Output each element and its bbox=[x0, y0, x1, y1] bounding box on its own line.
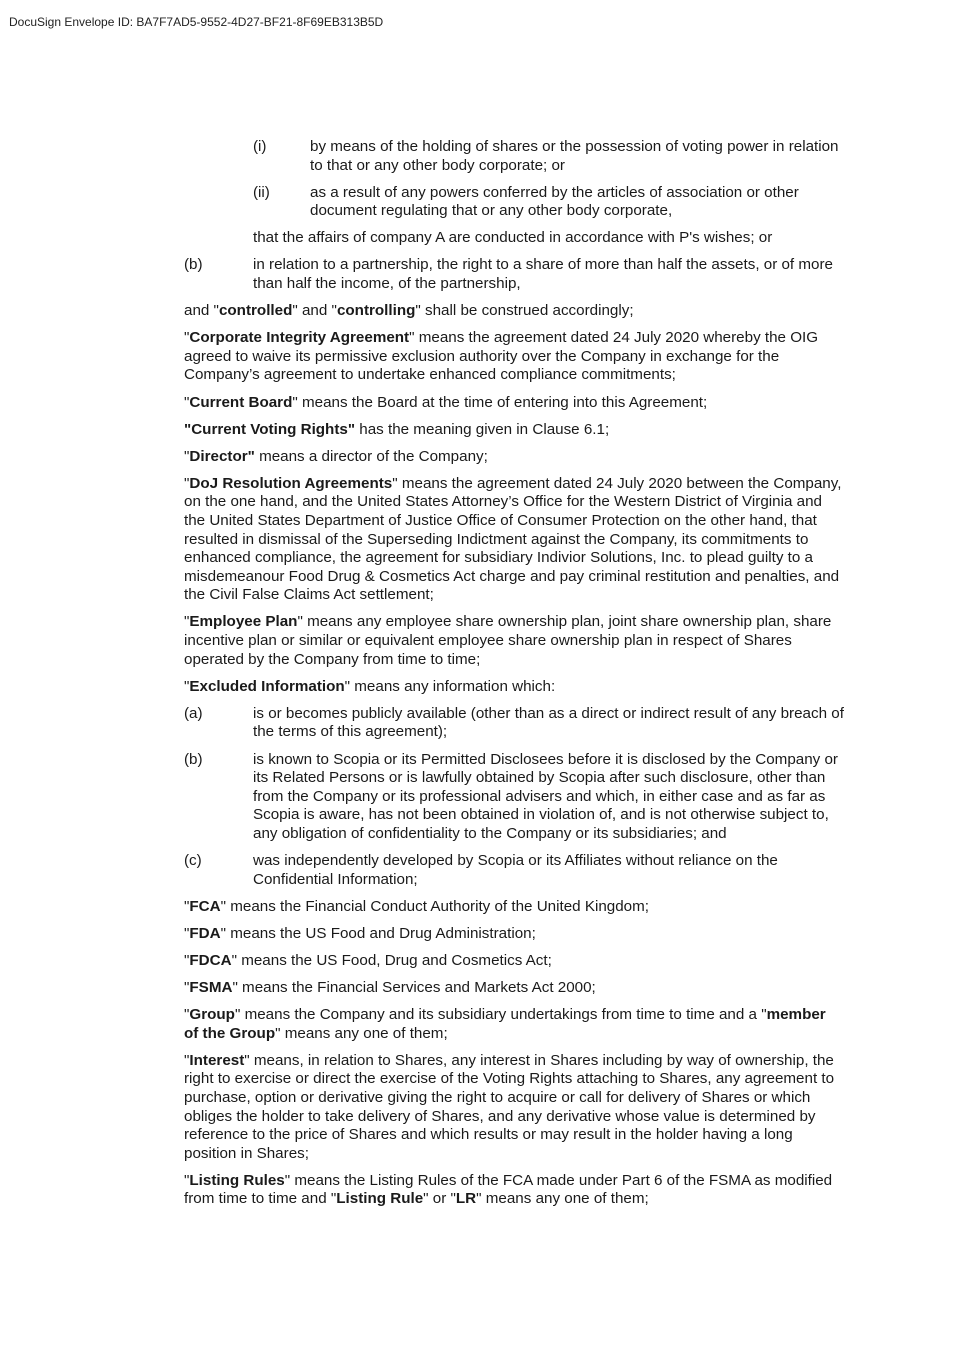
defined-term: FDCA bbox=[189, 951, 232, 969]
defined-term: controlling bbox=[336, 302, 416, 320]
defined-term: Excluded Information bbox=[189, 677, 345, 695]
partnership-item bbox=[184, 256, 844, 293]
definition-corporate-integrity-agreement: "Corporate Integrity Agreement" means the agreement dated 24 July 2020 whereby the OIG agreed to waive its permissive exclusion authority over the Company in exchange for the Company’s agreement to undertake enhanced compliance commitments; bbox=[184, 329, 819, 384]
definition-employee-plan: "Employee Plan" means any employee share ownership plan, joint share ownership plan, share incentive plan or similar or equivalent employee share ownership plan in respect of Shares operated by the Company from time to time; bbox=[184, 613, 832, 668]
defined-term: DoJ Resolution Agreements bbox=[189, 474, 393, 492]
item-text: is known to Scopia or its Permitted Disclosees before it is disclosed by the Company or its Related Persons or is lawfully obtained by Scopia after such disclosure, other than from the Company or its professional advisers and which, in either case and as far as Scopia is aware, has not been obtained in violation of, and is not otherwise subject to, any obligation of confidentiality to the Company or its subsidiaries; and bbox=[253, 750, 838, 842]
defined-term: FSMA bbox=[189, 978, 233, 996]
definition-group: "Group" means the Company and its subsidiary undertakings from time to time and a "member of the Group" means any one of them; bbox=[184, 1006, 826, 1042]
defined-term: member of the Group bbox=[184, 1006, 826, 1042]
excluded-item-c bbox=[184, 852, 844, 889]
subitem-text: by means of the holding of shares or the possession of voting power in relation to that or any other body corporate; or bbox=[310, 138, 839, 174]
subitem-label: (i) bbox=[253, 138, 267, 155]
defined-term: FCA bbox=[189, 897, 221, 915]
definition-fdca: "FDCA" means the US Food, Drug and Cosmetics Act; bbox=[184, 951, 552, 969]
defined-term: Director" bbox=[189, 447, 255, 465]
item-text: was independently developed by Scopia or its Affiliates without reliance on the Confidential Information; bbox=[253, 852, 778, 888]
defined-term: Employee Plan bbox=[189, 613, 298, 631]
subitem-ii bbox=[184, 184, 844, 221]
defined-term: FDA bbox=[189, 924, 221, 942]
subitem-label: (ii) bbox=[253, 183, 270, 201]
defined-term: Listing Rules bbox=[189, 1171, 285, 1189]
definition-fda: "FDA" means the US Food and Drug Administration; bbox=[184, 924, 536, 942]
defined-term: Listing Rule bbox=[336, 1190, 424, 1208]
envelope-id: DocuSign Envelope ID: BA7F7AD5-9552-4D27-BF21-8F69EB313B5D bbox=[9, 15, 384, 29]
defined-term: "Current Voting Rights" bbox=[184, 420, 356, 438]
item-label: (a) bbox=[184, 704, 203, 722]
definition-fca: "FCA" means the Financial Conduct Authority of the United Kingdom; bbox=[184, 897, 649, 915]
item-label: (b) bbox=[184, 750, 203, 768]
definition-interest: "Interest" means, in relation to Shares, any interest in Shares including by way of ownership, the right to exercise or direct the exercise of the Voting Rights attaching to Shares, any agreement to purchase, option or derivative giving the right to acquire or call for delivery of Shares or which obliges the holder to take delivery of Shares, and any derivative whose value is determined by reference to the price of Shares and which results or may result in the holder having a long position in Shares; bbox=[184, 1051, 835, 1162]
affairs-line: that the affairs of company A are conducted in accordance with P's wishes; or bbox=[253, 229, 773, 247]
defined-term: Current Board bbox=[189, 393, 293, 411]
excluded-item-a bbox=[184, 705, 844, 742]
subitem-i bbox=[184, 138, 844, 175]
document-body bbox=[184, 138, 844, 1218]
definition-listing-rules: "Listing Rules" means the Listing Rules of the FCA made under Part 6 of the FSMA as modified from time to time and "Listing Rule" or "LR" means any one of them; bbox=[184, 1171, 833, 1208]
defined-term: LR bbox=[455, 1190, 477, 1208]
definition-excluded-information: "Excluded Information" means any information which: bbox=[184, 677, 556, 695]
definition-doj-resolution-agreements: "DoJ Resolution Agreements" means the agreement dated 24 July 2020 between the Company, on the one hand, and the United States Attorney’s Office for the Western District of Virginia and the United States Department of Justice Office of Consumer Protection on the other hand, that resulted in dismissal of the Superseding Indictment against the Company, its commitments to enhanced compliance, the agreement for subsidiary Indivior Solutions, Inc. to plead guilty to a misdemeanour Food Drug & Cosmetics Act charge and pay criminal restitution and penalties, and the Civil False Claims Act settlement; bbox=[184, 474, 842, 604]
defined-term: Group bbox=[189, 1006, 235, 1024]
item-text: is or becomes publicly available (other than as a direct or indirect result of any breach of the terms of this agreement); bbox=[253, 704, 844, 741]
item-text: in relation to a partnership, the right to a share of more than half the assets, or of more than half the income, of the partnership, bbox=[253, 256, 833, 293]
item-label: (b) bbox=[184, 256, 203, 274]
definition-current-board: "Current Board" means the Board at the time of entering into this Agreement; bbox=[184, 393, 708, 411]
defined-term: controlled bbox=[218, 302, 293, 320]
controlled-clause: and "controlled" and "controlling" shall be construed accordingly; bbox=[184, 302, 634, 320]
excluded-item-b bbox=[184, 751, 844, 844]
definition-director: "Director" means a director of the Company; bbox=[184, 447, 488, 465]
defined-term: Interest bbox=[189, 1051, 245, 1069]
definition-current-voting-rights: "Current Voting Rights" has the meaning given in Clause 6.1; bbox=[184, 420, 610, 438]
definition-fsma: "FSMA" means the Financial Services and Markets Act 2000; bbox=[184, 978, 596, 996]
defined-term: Corporate Integrity Agreement bbox=[189, 329, 410, 347]
subitem-text: as a result of any powers conferred by the articles of association or other document regulating that or any other body corporate, bbox=[310, 183, 799, 220]
item-label: (c) bbox=[184, 852, 202, 869]
